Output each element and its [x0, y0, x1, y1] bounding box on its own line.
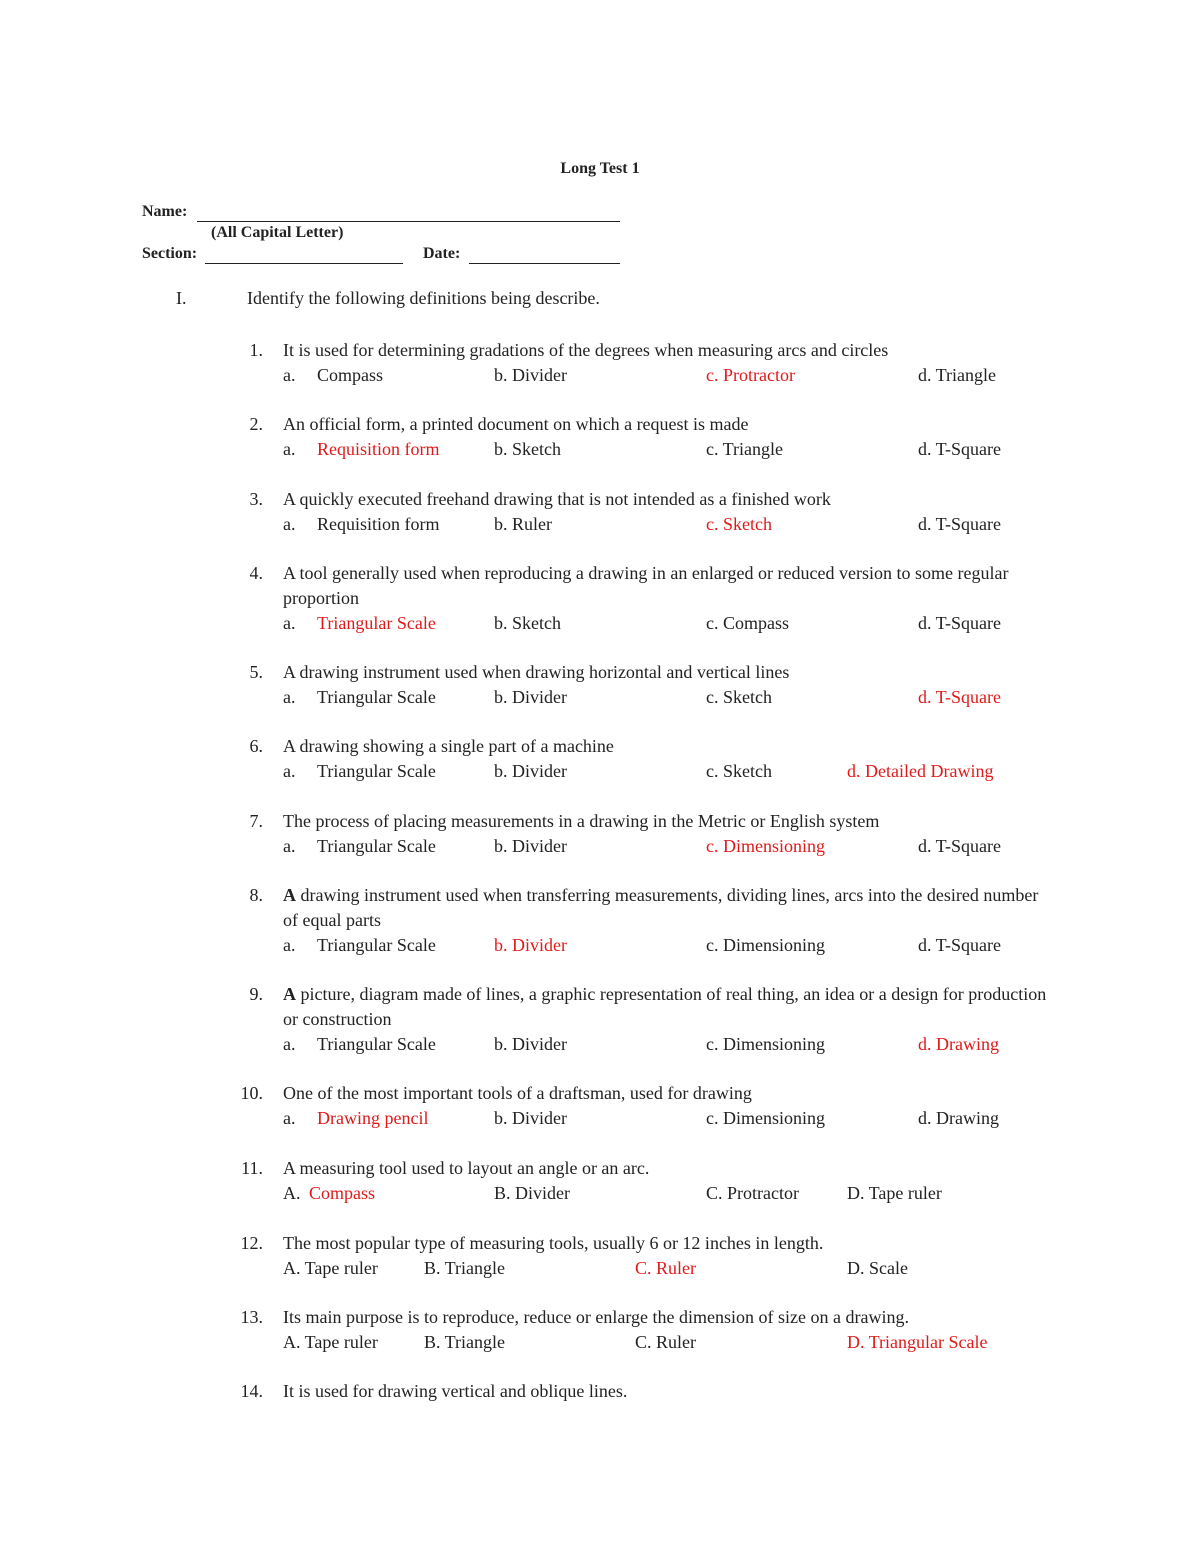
option[interactable]: d. T-Square [918, 613, 1001, 633]
option[interactable]: Triangular Scale [317, 836, 436, 856]
question-text: A drawing instrument used when drawing horizontal and vertical lines [283, 662, 790, 682]
option[interactable]: b. Ruler [494, 514, 552, 534]
question-number: 12. [240, 1233, 263, 1253]
option[interactable]: b. Divider [494, 836, 567, 856]
name-label: Name: [142, 203, 188, 220]
answer-option[interactable]: Compass [309, 1183, 376, 1203]
answer-option[interactable]: c. Dimensioning [706, 836, 825, 856]
question-text: A tool generally used when reproducing a drawing in an enlarged or reduced version to some regular proportion [283, 563, 1009, 608]
name-hint: (All Capital Letter) [211, 224, 344, 241]
section-label: Section: [142, 245, 198, 262]
answer-option[interactable]: d. Drawing [918, 1034, 999, 1054]
option[interactable]: Requisition form [317, 514, 440, 534]
option-letter: a. [283, 1108, 296, 1128]
option-letter: a. [283, 935, 296, 955]
option-letter: A. [283, 1183, 301, 1203]
option[interactable]: D. Tape ruler [847, 1183, 942, 1203]
option[interactable]: b. Divider [494, 761, 567, 781]
answer-option[interactable]: b. Divider [494, 935, 567, 955]
option-letter: a. [283, 761, 296, 781]
option[interactable]: d. T-Square [918, 935, 1001, 955]
page-title: Long Test 1 [560, 160, 640, 177]
question-text: A picture, diagram made of lines, a graphic representation of real thing, an idea or a design for production or construction [283, 984, 1047, 1029]
option[interactable]: d. Drawing [918, 1108, 999, 1128]
option-letter: a. [283, 514, 296, 534]
option[interactable]: b. Divider [494, 687, 567, 707]
question-text: A quickly executed freehand drawing that is not intended as a finished work [283, 489, 831, 509]
option[interactable]: b. Divider [494, 1108, 567, 1128]
question-text: A drawing instrument used when transferring measurements, dividing lines, arcs into the desired number of equal parts [283, 885, 1039, 930]
option-letter: a. [283, 365, 296, 385]
option[interactable]: Triangular Scale [317, 761, 436, 781]
option[interactable]: A. Tape ruler [283, 1332, 378, 1352]
question-text: A drawing showing a single part of a machine [283, 736, 614, 756]
option[interactable]: c. Sketch [706, 761, 772, 781]
question-text: It is used for drawing vertical and oblique lines. [283, 1381, 628, 1401]
option-letter: a. [283, 687, 296, 707]
question-number: 8. [249, 885, 263, 905]
question-text: One of the most important tools of a draftsman, used for drawing [283, 1083, 752, 1103]
question-number: 9. [249, 984, 263, 1004]
option[interactable]: d. T-Square [918, 439, 1001, 459]
date-line[interactable] [469, 263, 620, 264]
option[interactable]: B. Triangle [424, 1258, 506, 1278]
answer-option[interactable]: C. Ruler [635, 1258, 696, 1278]
date-label: Date: [423, 245, 461, 262]
question-number: 6. [249, 736, 263, 756]
section-line[interactable] [205, 263, 403, 264]
question-number: 4. [249, 563, 263, 583]
option[interactable]: b. Divider [494, 365, 567, 385]
option-letter: a. [283, 613, 296, 633]
part-numeral: I. [176, 288, 187, 308]
option[interactable]: Triangular Scale [317, 935, 436, 955]
option[interactable]: c. Sketch [706, 687, 772, 707]
part-instruction: Identify the following definitions being describe. [247, 288, 600, 308]
answer-option[interactable]: d. T-Square [918, 687, 1001, 707]
option[interactable]: Triangular Scale [317, 1034, 436, 1054]
question-number: 7. [249, 811, 263, 831]
option[interactable]: c. Triangle [706, 439, 784, 459]
option[interactable]: c. Dimensioning [706, 1108, 825, 1128]
answer-option[interactable]: d. Detailed Drawing [847, 761, 994, 781]
answer-option[interactable]: c. Protractor [706, 365, 795, 385]
question-number: 2. [249, 414, 263, 434]
answer-option[interactable]: D. Triangular Scale [847, 1332, 988, 1352]
question-number: 5. [249, 662, 263, 682]
option[interactable]: d. Triangle [918, 365, 997, 385]
option-letter: a. [283, 439, 296, 459]
option[interactable]: C. Protractor [706, 1183, 799, 1203]
option-letter: a. [283, 836, 296, 856]
question-text: The process of placing measurements in a drawing in the Metric or English system [283, 811, 880, 831]
question-number: 11. [241, 1158, 263, 1178]
question-number: 10. [240, 1083, 263, 1103]
question-text: It is used for determining gradations of the degrees when measuring arcs and circles [283, 340, 889, 360]
answer-option[interactable]: Requisition form [317, 439, 440, 459]
option[interactable]: d. T-Square [918, 514, 1001, 534]
name-line[interactable] [197, 221, 620, 222]
option[interactable]: B. Triangle [424, 1332, 506, 1352]
option[interactable]: c. Dimensioning [706, 1034, 825, 1054]
question-number: 14. [240, 1381, 263, 1401]
option[interactable]: A. Tape ruler [283, 1258, 378, 1278]
option[interactable]: c. Dimensioning [706, 935, 825, 955]
question-number: 3. [249, 489, 263, 509]
option[interactable]: Triangular Scale [317, 687, 436, 707]
answer-option[interactable]: Drawing pencil [317, 1108, 429, 1128]
question-text: An official form, a printed document on which a request is made [283, 414, 749, 434]
question-text: Its main purpose is to reproduce, reduce or enlarge the dimension of size on a drawing. [283, 1307, 909, 1327]
question-number: 1. [249, 340, 263, 360]
option[interactable]: B. Divider [494, 1183, 570, 1203]
option-letter: a. [283, 1034, 296, 1054]
option[interactable]: b. Divider [494, 1034, 567, 1054]
option[interactable]: Compass [317, 365, 384, 385]
option[interactable]: D. Scale [847, 1258, 908, 1278]
answer-option[interactable]: c. Sketch [706, 514, 772, 534]
option[interactable]: b. Sketch [494, 613, 561, 633]
answer-option[interactable]: Triangular Scale [317, 613, 436, 633]
option[interactable]: b. Sketch [494, 439, 561, 459]
option[interactable]: c. Compass [706, 613, 789, 633]
question-text: A measuring tool used to layout an angle or an arc. [283, 1158, 650, 1178]
question-number: 13. [240, 1307, 263, 1327]
option[interactable]: d. T-Square [918, 836, 1001, 856]
option[interactable]: C. Ruler [635, 1332, 696, 1352]
question-text: The most popular type of measuring tools, usually 6 or 12 inches in length. [283, 1233, 824, 1253]
